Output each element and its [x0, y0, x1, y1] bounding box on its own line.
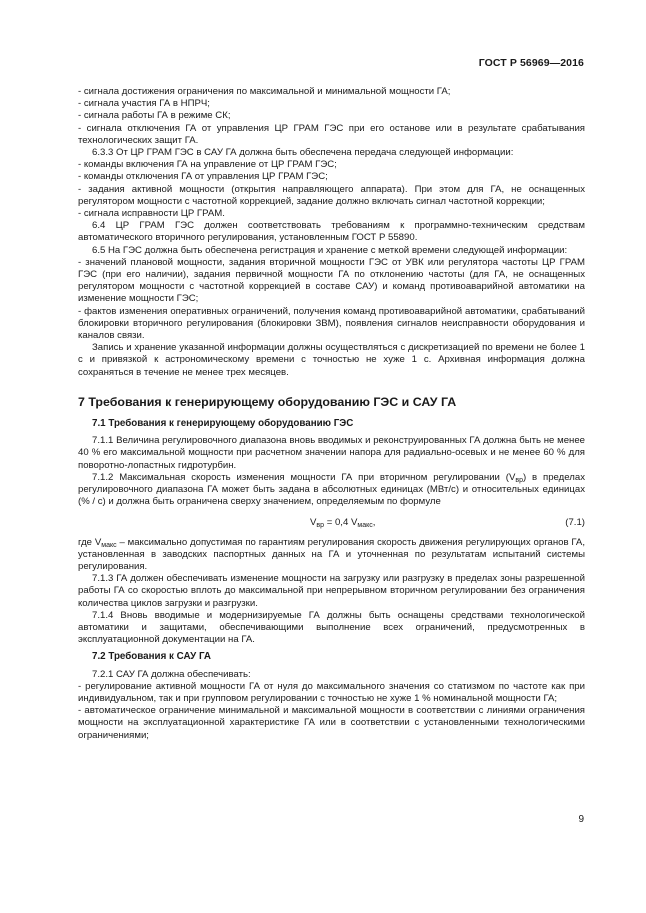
paragraph-recording: Запись и хранение указанной информации должны осуществляться с дискретизацией по времени не более 1 с и привязкой к астрономическому времени с точностью не хуже 1 с. Архивная информация должна сохраняться в течение не менее трех месяцев.: [78, 342, 585, 378]
clause-7-1-4: 7.1.4 Вновь вводимые и модернизируемые ГА должны быть оснащены средствами технологической автоматики и защитами, обеспечивающими выполнение всех ограничений, предусмотренных в эксплуатационной документации на ГА.: [78, 609, 585, 646]
clause-7-2-1: 7.2.1 САУ ГА должна обеспечивать:: [92, 668, 251, 680]
list-item: - сигнала исправности ЦР ГРАМ.: [78, 208, 225, 220]
list-item: - команды включения ГА на управление от ЦР ГРАМ ГЭС;: [78, 159, 337, 171]
list-item: - сигнала достижения ограничения по максимальной и минимальной мощности ГА;: [78, 86, 451, 97]
subsection-7-2-title: 7.2 Требования к САУ ГА: [92, 651, 211, 663]
clause-7-1-3: 7.1.3 ГА должен обеспечивать изменение мощности на загрузку или разгрузку в пределах зоны разрешенной работы ГА со скоростью вплоть до максимальной при непрерывном вторичном регулировании без ограничения количества циклов загрузки и разгрузки.: [78, 573, 585, 609]
page-content: [78, 86, 585, 742]
subsection-7-1-title: 7.1 Требования к генерирующему оборудованию ГЭС: [92, 418, 354, 430]
list-item: - задания активной мощности (открытия направляющего аппарата). При этом для ГА, не оснащенных регулятором мощности с частотной коррекцией, задание должно включать сигнал частотной коррекции;: [78, 183, 585, 207]
formula-7-1: [78, 517, 585, 531]
list-item: - сигнала работы ГА в режиме СК;: [78, 110, 231, 122]
formula-expression: $V_{вр} = 0,4$ $V_{макс}$,: [310, 516, 376, 529]
page-number: 9: [578, 814, 584, 825]
section-7-title: 7 Требования к генерирующему оборудованию ГЭС и САУ ГА: [78, 394, 457, 409]
list-item: - команды отключения ГА от управления ЦР ГРАМ ГЭС;: [78, 171, 328, 183]
list-item: - регулирование активной мощности ГА от нуля до максимального значения со статизмом по частоте как при индивидуальном, так и при групповом регулировании с точностью не хуже 1 % номинальной мощности ГА;: [78, 680, 585, 704]
formula-explanation: где $V_{макс}$ – максимально допустимая по гарантиям регулирования скорость движения регулирующих органов ГА, установленная в заводских паспортных данных на ГА и уточненная по результатам испытаний системы регулирования.: [78, 536, 585, 572]
list-item: - фактов изменения оперативных ограничений, получения команд противоаварийной автоматики, срабатываний блокировки вторичного регулирования (блокировки ЗВМ), появления сигналов неисправности оборудования и каналов связи.: [78, 305, 585, 342]
list-item: - значений плановой мощности, задания вторичной мощности ГЭС от УВК или регулятора частоты ЦР ГРАМ ГЭС (при его наличии), задания первичной мощности ГА по отклонению частоты (для ГА, не оснащенных регулятором мощности с частотной коррекцией в составе САУ) и команд противоаварийной автоматики на изменение мощности ГЭС;: [78, 256, 585, 305]
clause-6-3-3: 6.3.3 От ЦР ГРАМ ГЭС в САУ ГА должна быть обеспечена передача следующей информации:: [92, 147, 514, 159]
list-item: - сигнала участия ГА в НПРЧ;: [78, 98, 210, 110]
clause-7-1-2: 7.1.2 Максимальная скорость изменения мощности ГА при вторичном регулировании $(V_{вр})$ в пределах регулировочного диапазона ГА может быть задана в абсолютных единицах (МВт/с) и относительных единицах (% / с) и должна быть ограничена сверху значением, определяемым по формуле: [78, 471, 586, 508]
list-item: - сигнала отключения ГА от управления ЦР ГРАМ ГЭС при его останове или в результате срабатывания технологических защит ГА.: [78, 122, 585, 146]
clause-6-4: 6.4 ЦР ГРАМ ГЭС должен соответствовать требованиям к программно-техническим средствам автоматического вторичного регулирования, установленным ГОСТ Р 55890.: [78, 220, 585, 244]
clause-7-1-1: 7.1.1 Величина регулировочного диапазона вновь вводимых и реконструированных ГА должна быть не менее 40 % его максимальной мощности при расчетном значении напора для радиально-осевых и не менее 60 % для поворотно-лопастных гидротурбин.: [78, 435, 585, 471]
clause-6-5: 6.5 На ГЭС должна быть обеспечена регистрация и хранение с меткой времени следующей информации:: [92, 244, 568, 256]
document-header: ГОСТ Р 56969—2016: [478, 57, 584, 69]
list-item: - автоматическое ограничение минимальной и максимальной мощности в соответствии с линиями ограничения мощности на эксплуатационной характеристике ГА или в соответствии с установленными технологическими ограничениями;: [78, 705, 585, 741]
formula-number: (7.1): [565, 516, 585, 528]
